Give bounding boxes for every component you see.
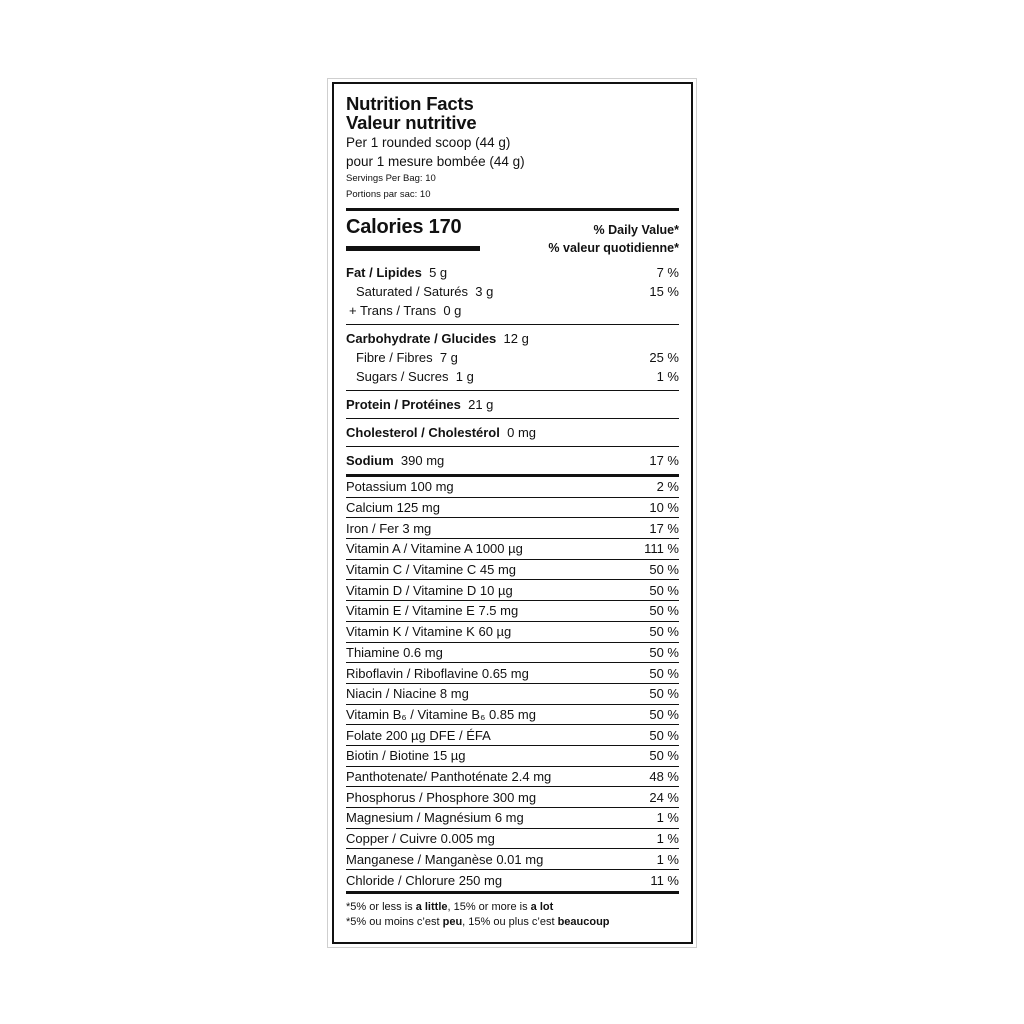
nutrient-row (346, 560, 679, 581)
nutrient-label: Vitamin C / Vitamine C 45 mg (346, 562, 517, 578)
footnote-en: *5% or less is a little, 15% or more is a lot (346, 900, 554, 913)
nutrient-label: Vitamin A / Vitamine A 1000 µg (346, 541, 523, 557)
saturated-row: Saturated / Saturés 3 g 15 % (356, 284, 679, 299)
fat-row: Fat / Lipides 5 g 7 % (346, 265, 679, 280)
footnote (346, 894, 679, 930)
carb-row: Carbohydrate / Glucides 12 g (346, 331, 529, 346)
nutrient-daily-value: 1 % (656, 810, 679, 826)
nutrient-label: Potassium 100 mg (346, 479, 454, 495)
sugars-row: Sugars / Sucres 1 g 1 % (356, 369, 679, 384)
protein-row: Protein / Protéines 21 g (346, 397, 494, 412)
nutrient-label: Riboflavin / Riboflavine 0.65 mg (346, 665, 529, 681)
nutrient-row (346, 622, 679, 643)
nutrient-label: Niacin / Niacine 8 mg (346, 686, 469, 702)
nutrient-label: Phosphorus / Phosphore 300 mg (346, 789, 537, 805)
nutrient-label: Panthotenate/ Panthoténate 2.4 mg (346, 768, 552, 784)
fibre-row: Fibre / Fibres 7 g 25 % (356, 350, 679, 365)
nutrient-daily-value: 50 % (649, 603, 679, 619)
nutrient-daily-value: 10 % (649, 500, 679, 516)
nutrient-label: Vitamin K / Vitamine K 60 µg (346, 624, 512, 640)
nutrient-label: Biotin / Biotine 15 µg (346, 748, 466, 764)
sodium-section (346, 447, 679, 474)
nutrient-daily-value: 1 % (656, 851, 679, 867)
nutrition-facts-label (332, 82, 693, 944)
calories-bar (346, 246, 480, 251)
nutrient-daily-value: 2 % (656, 479, 679, 495)
carb-section (346, 325, 679, 390)
nutrient-row (346, 601, 679, 622)
nutrient-daily-value: 17 % (649, 520, 679, 536)
nutrient-daily-value: 50 % (649, 706, 679, 722)
daily-value-header-en: % Daily Value* (593, 223, 679, 237)
footnote-fr: *5% ou moins c’est peu, 15% ou plus c’est beaucoup (346, 915, 610, 928)
nutrient-row (346, 498, 679, 519)
nutrient-row (346, 518, 679, 539)
nutrient-daily-value: 50 % (649, 582, 679, 598)
nutrient-row (346, 849, 679, 870)
nutrient-label: Chloride / Chlorure 250 mg (346, 872, 503, 888)
calories-block (346, 211, 679, 259)
servings-fr: Portions par sac: 10 (346, 188, 431, 200)
sodium-row: Sodium 390 mg 17 % (346, 453, 679, 468)
serving-en: Per 1 rounded scoop (44 g) (346, 135, 511, 150)
nutrient-daily-value: 1 % (656, 831, 679, 847)
nutrient-daily-value: 50 % (649, 624, 679, 640)
nutrient-label: Vitamin E / Vitamine E 7.5 mg (346, 603, 519, 619)
nutrient-label: Folate 200 µg DFE / ÉFA (346, 727, 491, 743)
nutrient-row (346, 477, 679, 498)
nutrient-row (346, 663, 679, 684)
title-en: Nutrition Facts (346, 93, 474, 114)
calories: Calories 170 (346, 216, 462, 238)
nutrient-row (346, 829, 679, 850)
nutrient-row (346, 808, 679, 829)
nutrient-daily-value: 50 % (649, 562, 679, 578)
nutrient-daily-value: 11 % (650, 872, 679, 888)
nutrient-label: Calcium 125 mg (346, 500, 440, 516)
servings-per-bag (346, 171, 679, 202)
nutrient-row (346, 787, 679, 808)
nutrient-label: Iron / Fer 3 mg (346, 520, 432, 536)
serving-fr: pour 1 mesure bombée (44 g) (346, 153, 525, 169)
title-fr: Valeur nutritive (346, 112, 477, 133)
nutrient-label: Magnesium / Magnésium 6 mg (346, 810, 524, 826)
nutrient-row (346, 684, 679, 705)
nutrient-label: Vitamin B₆ / Vitamine B₆ 0.85 mg (346, 706, 536, 722)
serving-size (346, 134, 679, 171)
nutrient-row (346, 643, 679, 664)
cholesterol-section (346, 419, 679, 446)
vitamin-mineral-list (346, 477, 679, 891)
nutrient-row (346, 725, 679, 746)
nutrient-daily-value: 50 % (649, 748, 679, 764)
trans-row: + Trans / Trans 0 g (349, 303, 462, 318)
protein-section (346, 391, 679, 418)
nutrient-daily-value: 48 % (649, 768, 679, 784)
nutrient-daily-value: 111 % (644, 541, 679, 557)
nutrient-row (346, 539, 679, 560)
nutrient-daily-value: 24 % (649, 789, 679, 805)
nutrient-label: Vitamin D / Vitamine D 10 µg (346, 582, 513, 598)
daily-value-header-fr: % valeur quotidienne* (548, 241, 679, 255)
nutrient-daily-value: 50 % (649, 686, 679, 702)
nutrient-label: Thiamine 0.6 mg (346, 644, 443, 660)
nutrient-daily-value: 50 % (649, 727, 679, 743)
fat-section (346, 259, 679, 324)
nutrient-row (346, 705, 679, 726)
nutrient-row (346, 746, 679, 767)
nutrient-row (346, 767, 679, 788)
nutrient-row (346, 580, 679, 601)
nutrient-daily-value: 50 % (649, 644, 679, 660)
nutrient-row (346, 870, 679, 891)
cholesterol-row: Cholesterol / Cholestérol 0 mg (346, 425, 537, 440)
servings-en: Servings Per Bag: 10 (346, 173, 436, 184)
nutrient-daily-value: 50 % (649, 665, 679, 681)
nutrient-label: Manganese / Manganèse 0.01 mg (346, 851, 544, 867)
nutrient-label: Copper / Cuivre 0.005 mg (346, 831, 495, 847)
